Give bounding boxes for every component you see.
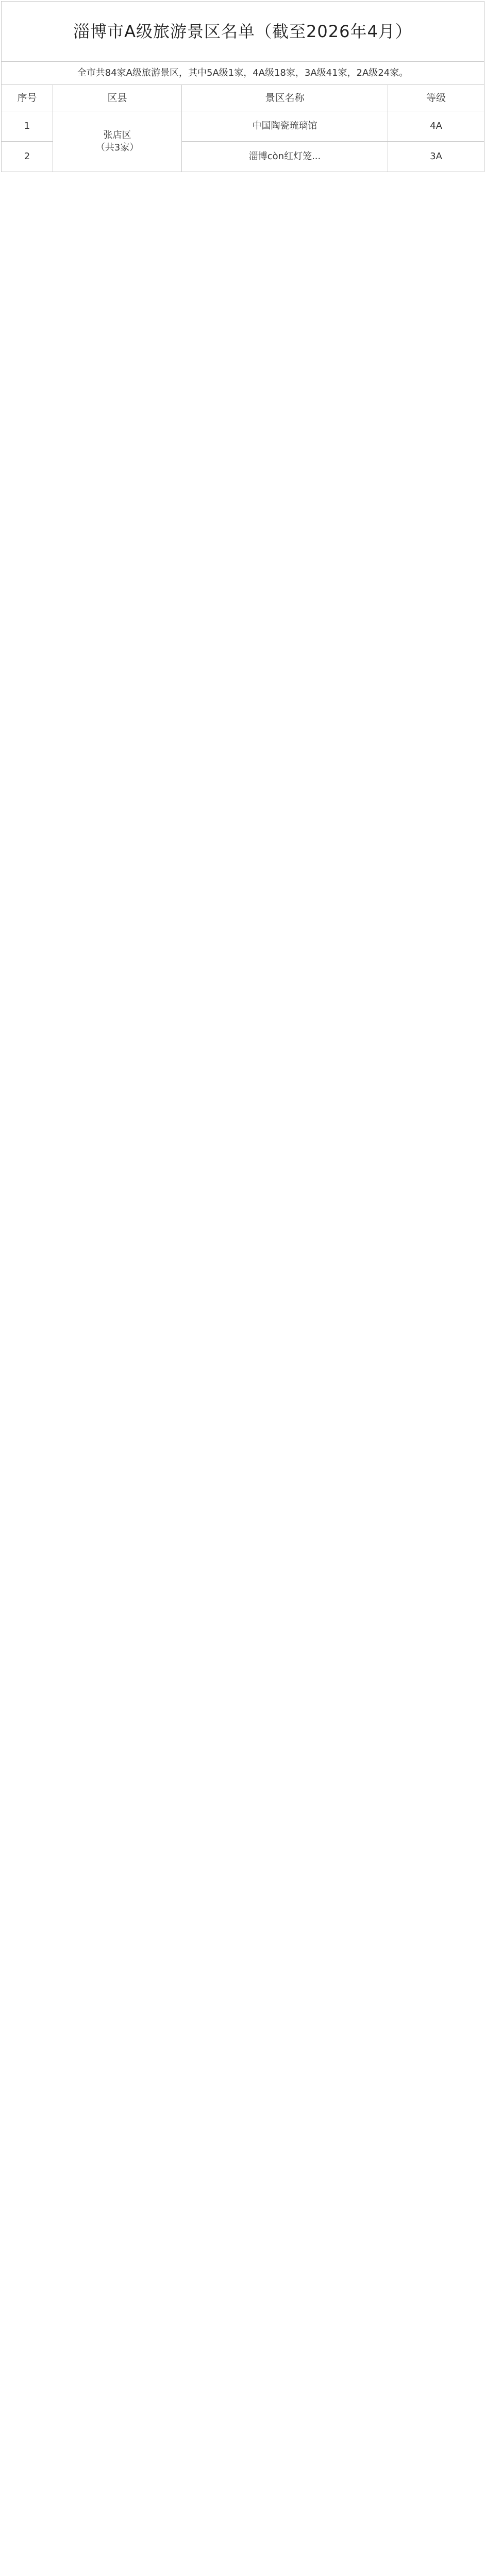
row-number: 1 xyxy=(2,111,53,142)
header-num: 序号 xyxy=(2,85,53,111)
title-row xyxy=(2,2,484,62)
county-count: （共3家） xyxy=(95,142,139,153)
county-name: 张店区 xyxy=(103,129,131,141)
scenic-area-table xyxy=(1,1,484,172)
header-county: 区县 xyxy=(53,85,182,111)
scenic-name: 中国陶瓷琉璃馆 xyxy=(182,111,388,142)
summary-text: 全市共84家A级旅游景区，其中5A级1家，4A级18家，3A级41家，2A级24家。 xyxy=(2,62,484,85)
scenic-level: 4A xyxy=(388,111,484,142)
summary-row xyxy=(2,62,484,85)
row-number: 2 xyxy=(2,142,53,172)
header-level: 等级 xyxy=(388,85,484,111)
header-name: 景区名称 xyxy=(182,85,388,111)
header-row xyxy=(2,85,484,111)
county-cell xyxy=(53,111,182,172)
scenic-level: 3A xyxy=(388,142,484,172)
table-row xyxy=(2,111,484,142)
page-title: 淄博市A级旅游景区名单（截至2026年4月） xyxy=(2,2,484,62)
scenic-name: 淄博còn红灯笼... xyxy=(182,142,388,172)
